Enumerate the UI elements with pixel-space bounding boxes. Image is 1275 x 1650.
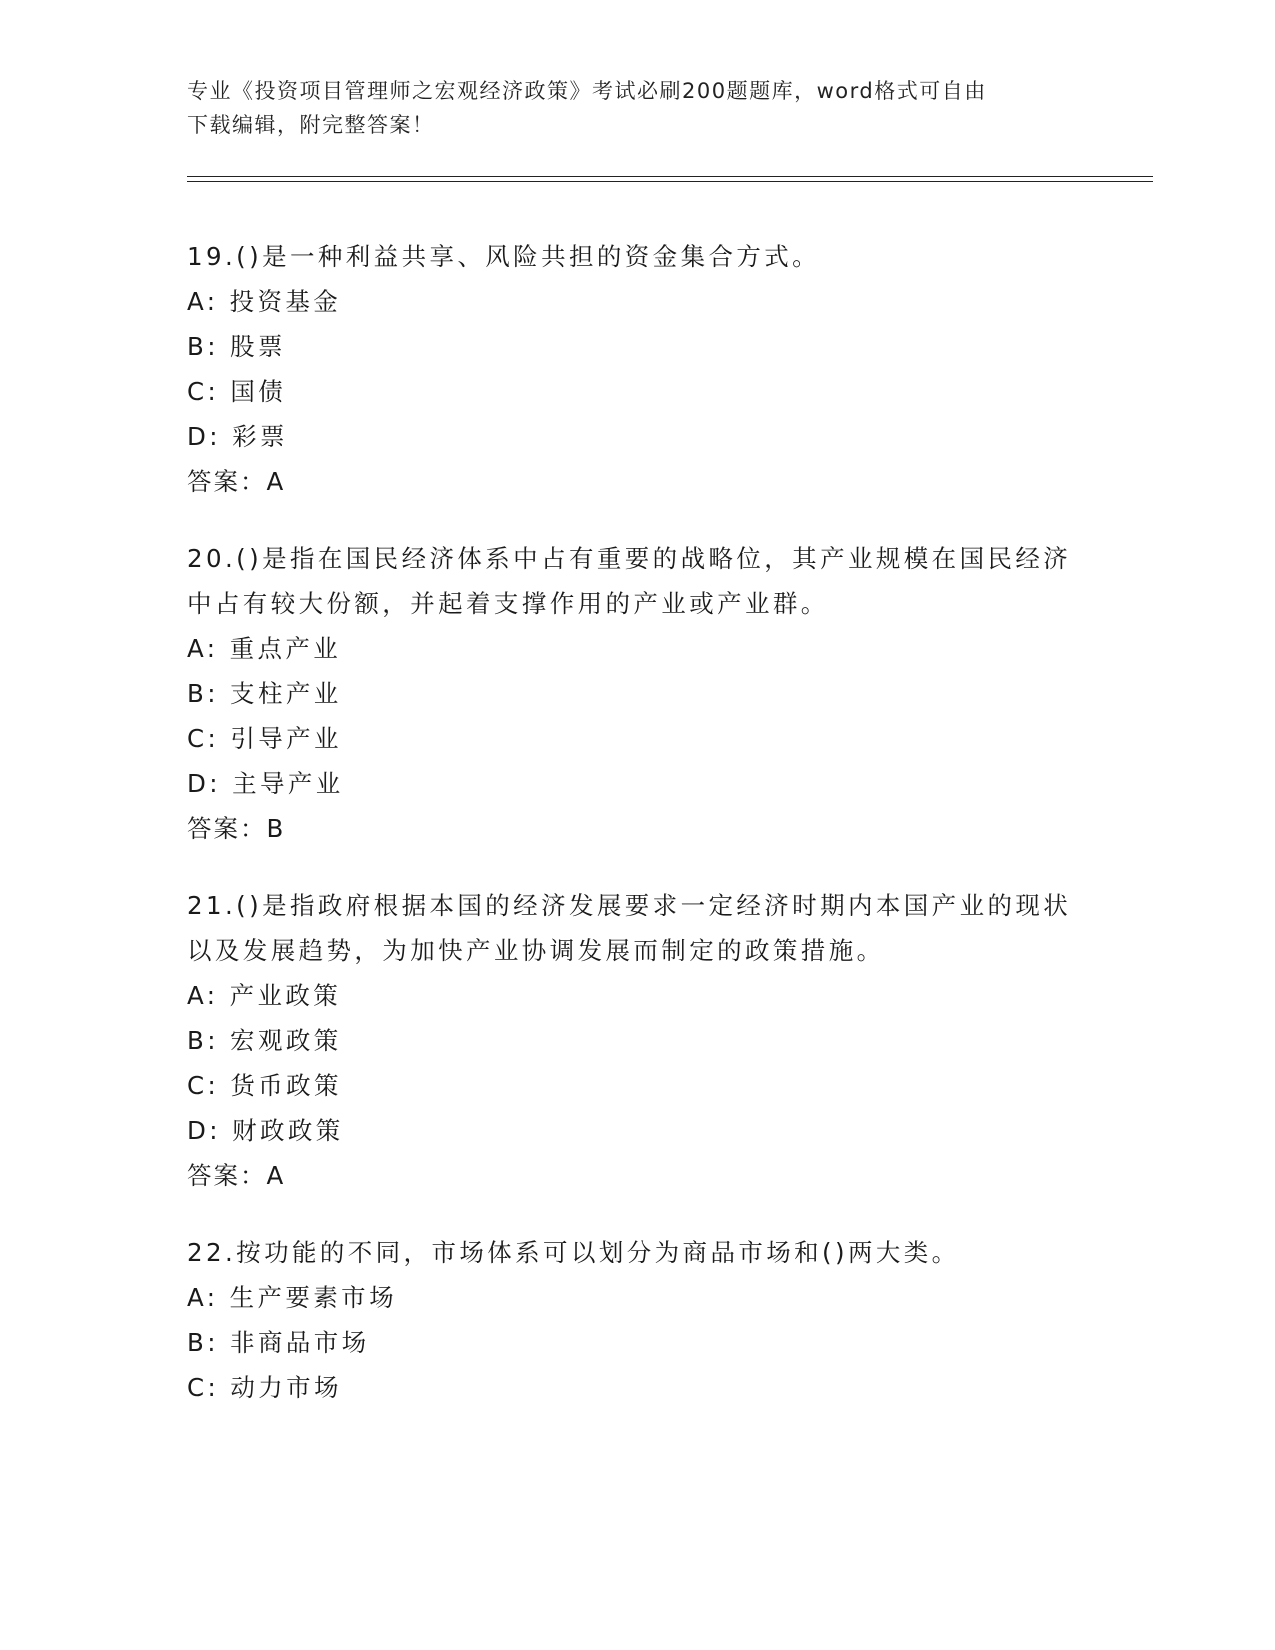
- question-list: [187, 234, 1087, 1442]
- option-d: D: 财政政策: [187, 1116, 344, 1145]
- question-22: [187, 1230, 1087, 1410]
- document-header: [187, 74, 1067, 142]
- option-a: A: 重点产业: [187, 634, 342, 663]
- answer-line: 答案：A: [187, 1161, 286, 1190]
- option-c: C: 动力市场: [187, 1373, 342, 1402]
- option-c: C: 货币政策: [187, 1071, 342, 1100]
- option-a: A: 产业政策: [187, 981, 342, 1010]
- answer-line: 答案：B: [187, 814, 286, 843]
- option-b: B: 宏观政策: [187, 1026, 342, 1055]
- option-b: B: 支柱产业: [187, 679, 342, 708]
- question-stem: 21.()是指政府根据本国的经济发展要求一定经济时期内本国产业的现状以及发展趋势，为加快产业协调发展而制定的政策措施。: [187, 891, 1072, 965]
- question-stem: 19.()是一种利益共享、风险共担的资金集合方式。: [187, 242, 821, 271]
- question-19: [187, 234, 1087, 504]
- header-line-2: 下载编辑，附完整答案！: [187, 113, 435, 137]
- option-c: C: 国债: [187, 377, 287, 406]
- answer-line: 答案：A: [187, 467, 286, 496]
- question-20: [187, 536, 1087, 851]
- option-a: A: 投资基金: [187, 287, 342, 316]
- header-rule-top: [187, 176, 1153, 177]
- option-d: D: 主导产业: [187, 769, 344, 798]
- header-rule-bottom: [187, 181, 1153, 182]
- question-stem: 20.()是指在国民经济体系中占有重要的战略位，其产业规模在国民经济中占有较大份额，并起着支撑作用的产业或产业群。: [187, 544, 1072, 618]
- question-stem: 22.按功能的不同，市场体系可以划分为商品市场和()两大类。: [187, 1238, 960, 1267]
- option-d: D: 彩票: [187, 422, 288, 451]
- option-b: B: 股票: [187, 332, 286, 361]
- option-a: A: 生产要素市场: [187, 1283, 397, 1312]
- question-21: [187, 883, 1087, 1198]
- header-line-1: 专业《投资项目管理师之宏观经济政策》考试必刷200题题库，word格式可自由: [187, 79, 987, 103]
- option-b: B: 非商品市场: [187, 1328, 370, 1357]
- option-c: C: 引导产业: [187, 724, 342, 753]
